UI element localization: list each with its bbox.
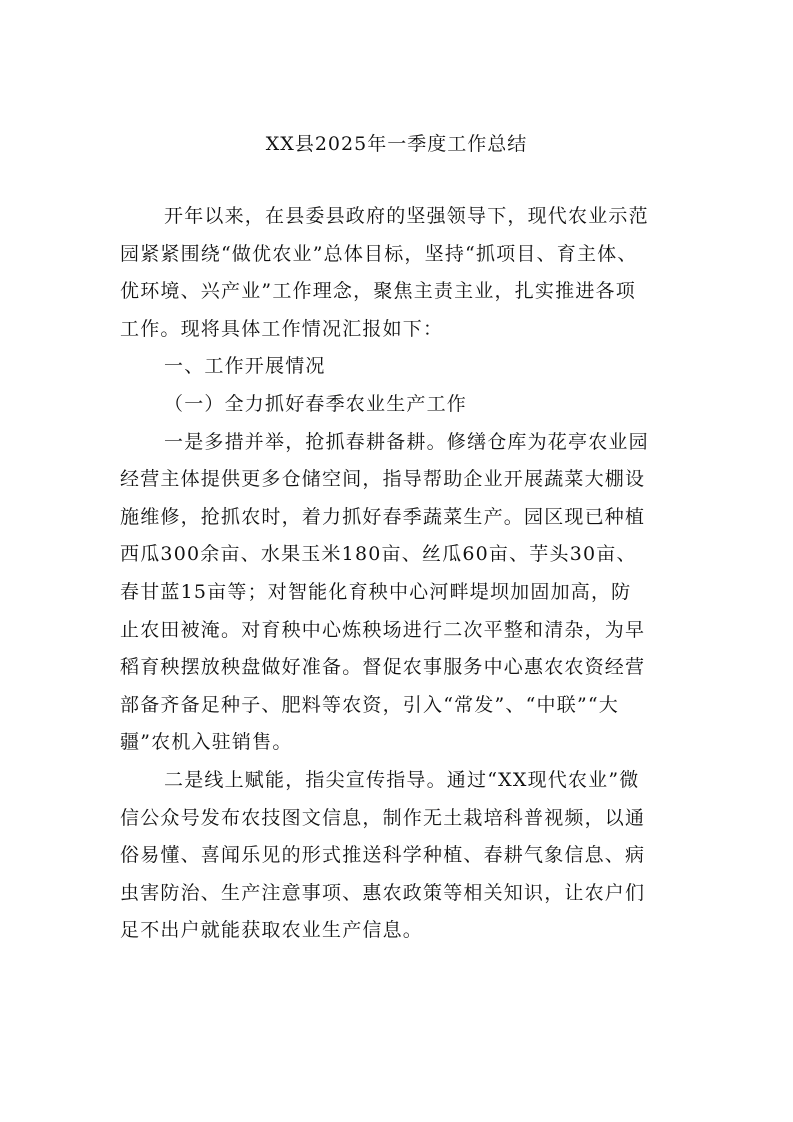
- text-line: 园紧紧围绕“做优农业”总体目标，坚持“抓项目、育主体、: [120, 242, 638, 265]
- text-line: 春甘蓝15亩等；对智能化育秧中心河畔堤坝加固加高，防: [120, 580, 632, 603]
- document-title: XX县2025年一季度工作总结: [265, 133, 528, 155]
- paragraph-online-guidance: [120, 762, 676, 950]
- text-line: 信公众号发布农技图文信息，制作无土栽培科普视频，以通: [120, 806, 646, 829]
- text-line: 开年以来，在县委县政府的坚强领导下，现代农业示范: [164, 205, 649, 227]
- text-line: 一是多措并举，抢抓春耕备耕。修缮仓库为花亭农业园: [164, 430, 649, 453]
- subsection-heading: [120, 386, 676, 424]
- document-body: [120, 198, 676, 950]
- text-line: （一）全力抓好春季农业生产工作: [164, 392, 468, 415]
- text-line: 优环境、兴产业”工作理念，聚焦主责主业，扎实推进各项: [120, 280, 636, 303]
- text-line: 工作。现将具体工作情况汇报如下：: [120, 317, 444, 340]
- text-line: 经营主体提供更多仓储空间，指导帮助企业开展蔬菜大棚设: [120, 468, 646, 491]
- text-line: 俗易懂、喜闻乐见的形式推送科学种植、春耕气象信息、病: [120, 844, 646, 867]
- text-line: 一、工作开展情况: [164, 355, 326, 378]
- text-line: 疆”农机入驻销售。: [120, 731, 293, 754]
- paragraph-intro: [120, 198, 676, 348]
- text-line: 施维修，抢抓农时，着力抓好春季蔬菜生产。园区现已种植: [120, 505, 646, 528]
- text-line: 西瓜300余亩、水果玉米180亩、丝瓜60亩、芋头30亩、: [120, 543, 637, 566]
- text-line: 足不出户就能获取农业生产信息。: [120, 919, 424, 942]
- text-line: 虫害防治、生产注意事项、惠农政策等相关知识，让农户们: [120, 881, 646, 904]
- text-line: 稻育秧摆放秧盘做好准备。督促农事服务中心惠农农资经营: [120, 656, 646, 679]
- text-line: 止农田被淹。对育秧中心炼秧场进行二次平整和清杂，为早: [120, 618, 646, 641]
- paragraph-spring-farming: [120, 424, 676, 762]
- text-line: 部备齐备足种子、肥料等农资，引入“常发”、“中联”“大: [120, 693, 619, 716]
- section-heading: [120, 348, 676, 386]
- text-line: 二是线上赋能，指尖宣传指导。通过“XX现代农业”微: [164, 768, 640, 791]
